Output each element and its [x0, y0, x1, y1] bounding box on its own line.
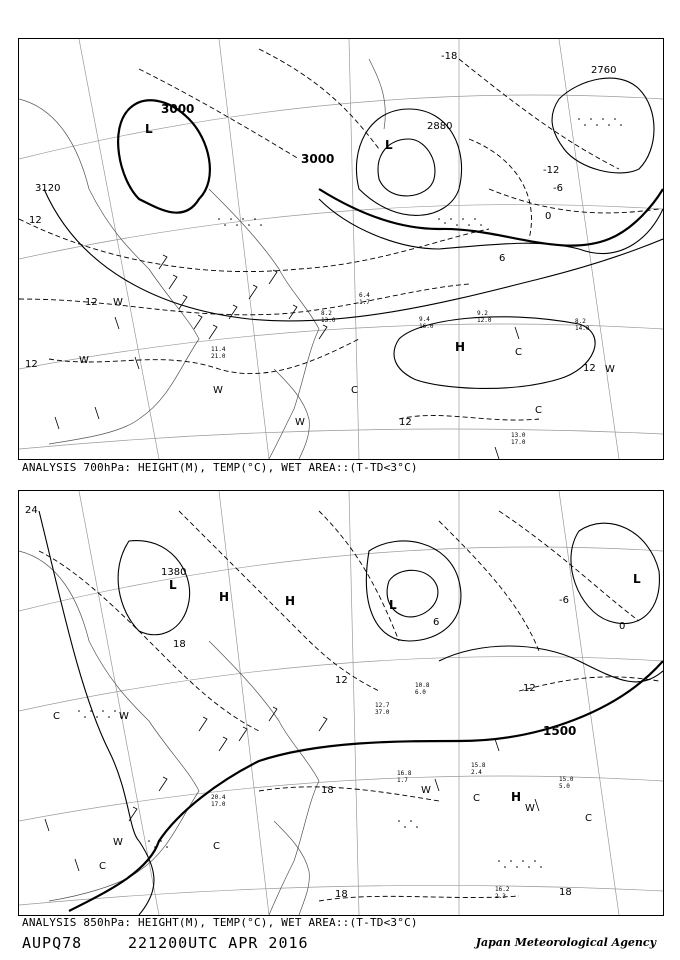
isotherm-label: 18 — [559, 887, 572, 898]
station-value: 8.2 — [575, 318, 586, 325]
cold-center: C — [585, 813, 592, 824]
isotherm-label: 12 — [25, 359, 38, 370]
low-center: L — [385, 138, 393, 152]
station-value: 1.7 — [359, 299, 370, 306]
station-value: 10.8 — [415, 682, 430, 689]
warm-center: W — [113, 297, 123, 308]
chart-id: AUPQ78 — [22, 934, 83, 952]
isotherm-label: 12 — [399, 417, 412, 428]
station-value: 11.4 — [211, 346, 226, 353]
station-value: 12.7 — [375, 702, 390, 709]
station-value: 21.0 — [211, 353, 226, 360]
graticule-850 — [19, 491, 663, 915]
warm-center: W — [605, 364, 615, 375]
isotherm-label: 0 — [619, 621, 626, 632]
agency-name: Japan Meteorological Agency — [475, 936, 656, 949]
isotherm-label: 12 — [523, 683, 536, 694]
station-value: 1.7 — [397, 777, 408, 784]
map-850hpa-svg — [19, 491, 663, 915]
station-value: 37.0 — [375, 709, 390, 716]
height-label: 3000 — [161, 102, 195, 116]
low-center: L — [389, 598, 397, 612]
station-value: 16.8 — [397, 770, 412, 777]
isotherm-label: -6 — [553, 183, 563, 194]
cold-center: C — [473, 793, 480, 804]
isotherm-label: 12 — [335, 675, 348, 686]
isotherm-label: -12 — [543, 165, 560, 176]
cold-center: C — [213, 841, 220, 852]
warm-center: W — [525, 803, 535, 814]
station-value: 2.3 — [495, 893, 506, 900]
height-label: 1380 — [161, 567, 187, 578]
station-value: 20.4 — [211, 794, 226, 801]
cold-center: C — [99, 861, 106, 872]
coastlines-700 — [19, 59, 385, 459]
warm-center: W — [213, 385, 223, 396]
isotherm-label: 12 — [583, 363, 596, 374]
high-center: H — [455, 340, 466, 354]
station-value: 8.2 — [321, 310, 332, 317]
issue-time: 221200UTC APR 2016 — [128, 934, 309, 952]
height-label: 1500 — [543, 724, 577, 738]
high-center: H — [511, 790, 522, 804]
isotherms-700 — [19, 49, 659, 420]
station-value: 6.4 — [359, 292, 370, 299]
graticule-700 — [19, 39, 663, 459]
station-value: 6.0 — [415, 689, 426, 696]
station-value: 15.0 — [559, 776, 574, 783]
wet-area-850 — [78, 710, 542, 868]
high-center: H — [285, 594, 296, 608]
low-center: L — [169, 578, 177, 592]
station-value: 16.0 — [419, 323, 434, 330]
station-value: 16.2 — [495, 886, 510, 893]
cold-center: C — [351, 385, 358, 396]
station-value: 5.0 — [559, 783, 570, 790]
isotherm-label: -18 — [441, 51, 458, 62]
low-center: L — [145, 122, 153, 136]
warm-center: W — [421, 785, 431, 796]
isotherm-label: 18 — [335, 889, 348, 900]
isotherms-850 — [39, 511, 659, 901]
isotherm-label: 18 — [173, 639, 186, 650]
isotherm-label: 12 — [29, 215, 42, 226]
height-label: 2760 — [591, 65, 617, 76]
station-value: 13.0 — [511, 432, 526, 439]
high-center: H — [219, 590, 230, 604]
isotherm-label: -6 — [559, 595, 569, 606]
station-value: 13.0 — [321, 317, 336, 324]
cold-center: C — [53, 711, 60, 722]
warm-center: W — [79, 355, 89, 366]
warm-center: W — [119, 711, 129, 722]
station-value: 17.0 — [211, 801, 226, 808]
isotherm-label: 6 — [499, 253, 506, 264]
map-panel-850hpa — [18, 490, 664, 916]
caption-700hpa: ANALYSIS 700hPa: HEIGHT(M), TEMP(°C), WET AREA::(T-TD<3°C) — [22, 461, 418, 474]
map-700hpa-svg — [19, 39, 663, 459]
height-label: 2880 — [427, 121, 453, 132]
cold-center: C — [515, 347, 522, 358]
station-value: 12.0 — [477, 317, 492, 324]
cold-center: C — [535, 405, 542, 416]
station-value: 9.4 — [419, 316, 430, 323]
warm-center: W — [295, 417, 305, 428]
warm-center: W — [113, 837, 123, 848]
isotherm-label: 12 — [85, 297, 98, 308]
map-panel-700hpa — [18, 38, 664, 460]
isotherm-label: 24 — [25, 505, 38, 516]
wind-barbs-700 — [55, 255, 519, 459]
low-center: L — [633, 572, 641, 586]
isotherm-label: 6 — [433, 617, 440, 628]
caption-850hpa: ANALYSIS 850hPa: HEIGHT(M), TEMP(°C), WET AREA::(T-TD<3°C) — [22, 916, 418, 929]
coastlines-850 — [19, 551, 319, 915]
station-value: 2.4 — [471, 769, 482, 776]
station-value: 9.2 — [477, 310, 488, 317]
isotherm-label: 0 — [545, 211, 552, 222]
height-label: 3120 — [35, 183, 61, 194]
station-value: 14.0 — [575, 325, 590, 332]
isotherm-label: 18 — [321, 785, 334, 796]
station-value: 17.0 — [511, 439, 526, 446]
height-label: 3000 — [301, 152, 335, 166]
station-value: 15.8 — [471, 762, 486, 769]
